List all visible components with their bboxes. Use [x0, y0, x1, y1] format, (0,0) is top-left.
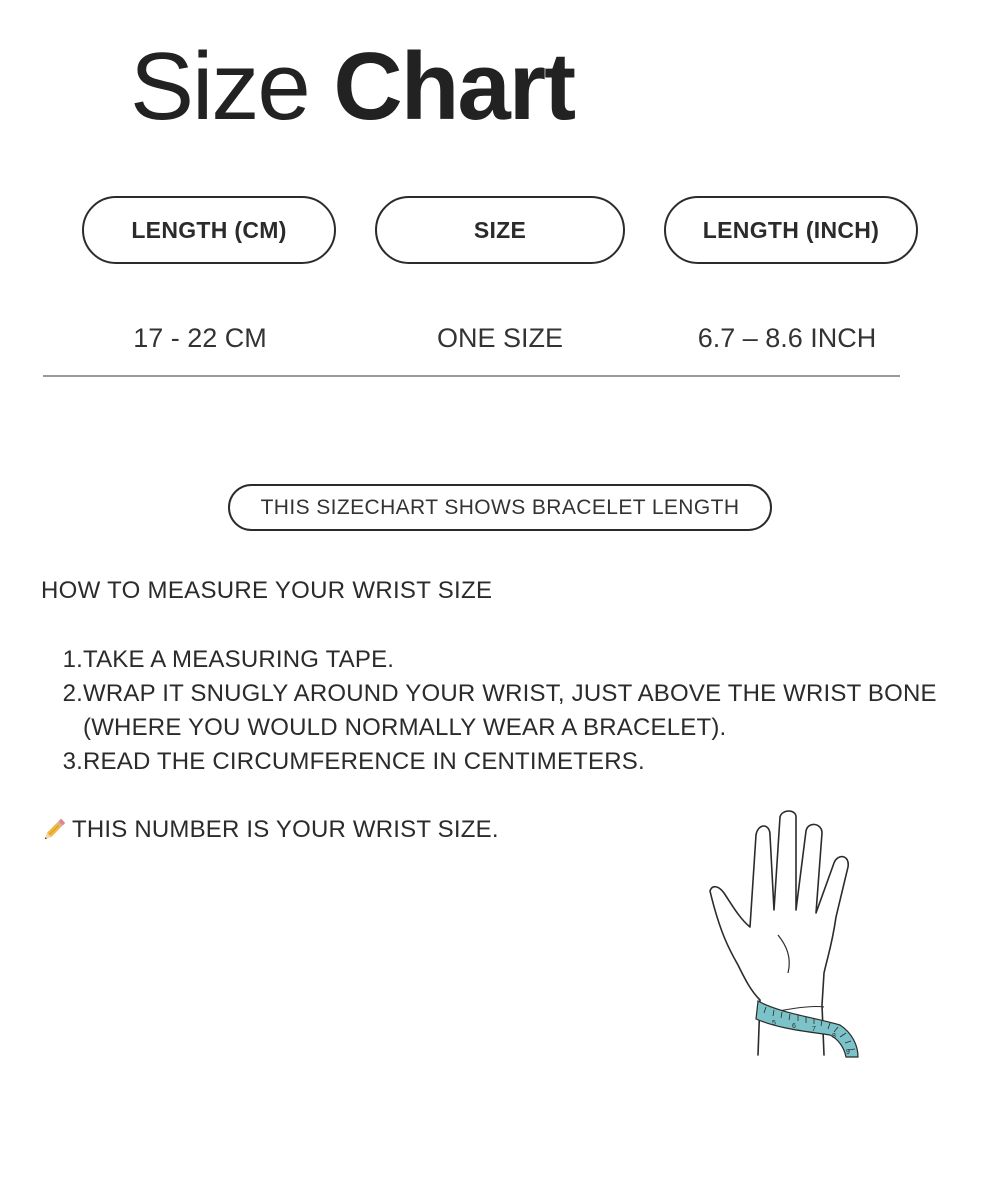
cell-length-inch: 6.7 – 8.6 INCH [697, 323, 877, 353]
header-length-cm: LENGTH (CM) [82, 196, 336, 264]
table-divider [43, 375, 900, 377]
tape-mark: 5 [772, 1020, 776, 1027]
measure-heading: HOW TO MEASURE YOUR WRIST SIZE [41, 577, 493, 604]
title-word-size: Size [130, 33, 309, 140]
final-text: THIS NUMBER IS YOUR WRIST SIZE. [72, 816, 499, 843]
step-text: WRAP IT SNUGLY AROUND YOUR WRIST, JUST ABOVE THE WRIST BONE (WHERE YOU WOULD NORMALLY WEAR A BRACELET). [83, 680, 937, 741]
bracelet-length-note: THIS SIZECHART SHOWS BRACELET LENGTH [228, 484, 772, 531]
step-item [41, 643, 1000, 677]
step-number: 2. [62, 680, 83, 707]
wrist-size-final-note [40, 813, 499, 847]
step-item [41, 677, 1000, 745]
header-length-inch: LENGTH (INCH) [664, 196, 918, 264]
tape-mark: 8 [832, 1033, 836, 1040]
step-number: 1. [62, 646, 83, 673]
step-text: READ THE CIRCUMFERENCE IN CENTIMETERS. [83, 748, 645, 775]
header-size: SIZE [375, 196, 625, 264]
step-item [41, 745, 1000, 779]
tape-mark: 6 [792, 1023, 796, 1030]
measure-steps [41, 643, 1000, 779]
step-text: TAKE A MEASURING TAPE. [83, 646, 395, 673]
page-title [130, 32, 574, 142]
cell-size: ONE SIZE [436, 323, 564, 353]
hand-illustration-svg [700, 805, 870, 1060]
pencil-icon [40, 816, 68, 844]
title-word-chart: Chart [333, 33, 575, 140]
hand-measuring-tape-illustration [700, 805, 870, 1060]
tape-mark: 9 [846, 1049, 850, 1056]
tape-mark: 7 [812, 1026, 816, 1033]
cell-length-cm: 17 - 22 CM [133, 323, 267, 353]
step-number: 3. [62, 748, 83, 775]
